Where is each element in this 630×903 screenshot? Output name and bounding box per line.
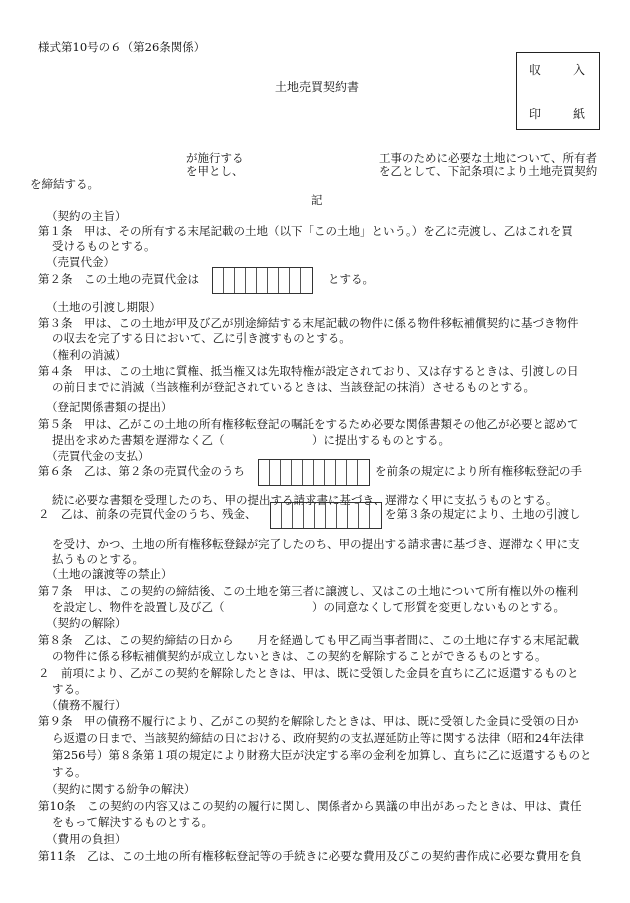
article-8-line1-b: 月を経過しても甲乙両当事者間に、この土地に存する末尾記載 (257, 633, 579, 647)
article-6-post: を前条の規定により所有権移転登記の手 (375, 464, 582, 478)
article-9-line4: する。 (52, 765, 87, 779)
price-amount-boxes (212, 267, 313, 294)
document-title: 土地売買契約書 (275, 80, 360, 94)
article-1-line1: 第１条 甲は、その所有する末尾記載の土地（以下「この土地」という。）を乙に売渡し、乙はこれを買 (38, 224, 573, 238)
heading-article-2: （売買代金） (46, 255, 115, 269)
heading-article-7: （土地の譲渡等の禁止） (46, 567, 173, 581)
article-10-line1: 第10条 この契約の内容又はこの契約の履行に関し、関係者から異議の申出があったときは、甲は、責任 (38, 799, 582, 813)
article-11-line1: 第11条 乙は、この土地の所有権移転登記等の手続きに必要な費用及びこの契約書作成に必要な費用を負 (38, 849, 582, 863)
heading-article-6: （売買代金の支払） (46, 449, 150, 463)
article-8-para2-line1: ２ 前項により、乙がこの契約を解除したときは、甲は、既に受領した金員を直ちに乙に返還するものと (38, 666, 579, 680)
intro-line1-a: が施行する (186, 151, 244, 165)
form-number: 様式第10号の６（第26条関係） (38, 40, 206, 54)
article-3-line2: の収去を完了する日において、乙に引き渡すものとする。 (52, 331, 351, 345)
stamp-label-1: 収 (529, 63, 542, 77)
article-8-para2-line2: する。 (52, 682, 87, 696)
heading-article-5: （登記関係書類の提出） (46, 400, 173, 414)
article-6-para2-post: を第３条の規定により、土地の引渡し (385, 507, 581, 521)
article-8-line2: の物件に係る移転補償契約が成立しないときは、この契約を解除することができるものとする。 (52, 649, 547, 663)
heading-article-4: （権利の消滅） (46, 348, 127, 362)
heading-article-9: （債務不履行） (46, 698, 127, 712)
remaining-payment-boxes (270, 502, 382, 529)
article-9-line3: 第256号）第８条第１項の規定により財務大臣が決定する率の金利を加算し、直ちに乙に返還するものと (52, 748, 592, 762)
heading-article-3: （土地の引渡し期限） (46, 300, 161, 314)
intro-line1-b: 工事のために必要な土地について、所有者 (379, 151, 598, 165)
revenue-stamp-box (516, 52, 600, 130)
intro-line2-b: を乙として、下記条項により土地売買契約 (379, 164, 598, 178)
article-5-line2-a: 提出を求めた書類を遅滞なく乙（ (52, 433, 225, 447)
ki-heading: 記 (311, 193, 323, 207)
stamp-label-2: 入 (573, 63, 586, 77)
article-6-line2: 続に必要な書類を受理したのち、甲の提出する請求書に基づき、遅滞なく甲に支払うものとする。 (52, 493, 558, 507)
article-5-line2-b: ）に提出するものとする。 (312, 433, 450, 447)
heading-article-11: （費用の負担） (46, 832, 127, 846)
heading-article-8: （契約の解除） (46, 616, 127, 630)
article-2-post: とする。 (328, 272, 374, 286)
heading-article-1: （契約の主旨） (46, 209, 127, 223)
first-payment-boxes (258, 459, 370, 486)
stamp-label-3: 印 (529, 107, 542, 121)
stamp-label-4: 紙 (573, 107, 586, 121)
article-7-line1: 第７条 甲は、この契約の締結後、この土地を第三者に譲渡し、又はこの土地について所有権以外の権利 (38, 584, 579, 598)
intro-line2-a: を甲とし、 (186, 164, 244, 178)
article-4-line2: の前日までに消滅（当該権利が登記されているときは、当該登記の抹消）させるものとする。 (52, 380, 535, 394)
article-6-para2-pre: ２ 乙は、前条の売買代金のうち、残金、 (38, 507, 257, 521)
article-9-line2: ら返還の日まで、当該契約締結の日における、政府契約の支払遅延防止等に関する法律（昭和24年法律 (52, 731, 584, 745)
article-6-para2-line3: 払うものとする。 (52, 552, 144, 566)
heading-article-10: （契約に関する紛争の解決） (46, 782, 196, 796)
intro-line3: を締結する。 (30, 177, 99, 191)
article-6-pre: 第６条 乙は、第２条の売買代金のうち (38, 464, 245, 478)
article-4-line1: 第４条 甲は、この土地に質権、抵当権又は先取特権が設定されており、又は存するときは、引渡しの日 (38, 364, 579, 378)
article-2-pre: 第２条 この土地の売買代金は (38, 272, 199, 286)
article-1-line2: 受けるものとする。 (52, 239, 156, 253)
article-3-line1: 第３条 甲は、この土地が甲及び乙が別途締結する末尾記載の物件に係る物件移転補償契約に基づき物件 (38, 316, 579, 330)
article-5-line1: 第５条 甲は、乙がこの土地の所有権移転登記の嘱託をするため必要な関係書類その他乙が必要と認めて (38, 417, 579, 431)
article-8-line1-a: 第８条 乙は、この契約締結の日から (38, 633, 234, 647)
article-10-line2: をもって解決するものとする。 (52, 815, 213, 829)
article-6-para2-line2: を受け、かつ、土地の所有権移転登録が完了したのち、甲の提出する請求書に基づき、遅滞なく甲に支 (52, 537, 580, 551)
article-7-line2-b: ）の同意なくして形質を変更しないものとする。 (312, 600, 565, 614)
article-9-line1: 第９条 甲の債務不履行により、乙がこの契約を解除したときは、甲は、既に受領した金員に受領の日か (38, 714, 579, 728)
article-7-line2-a: を設定し、物件を設置し及び乙（ (52, 600, 225, 614)
